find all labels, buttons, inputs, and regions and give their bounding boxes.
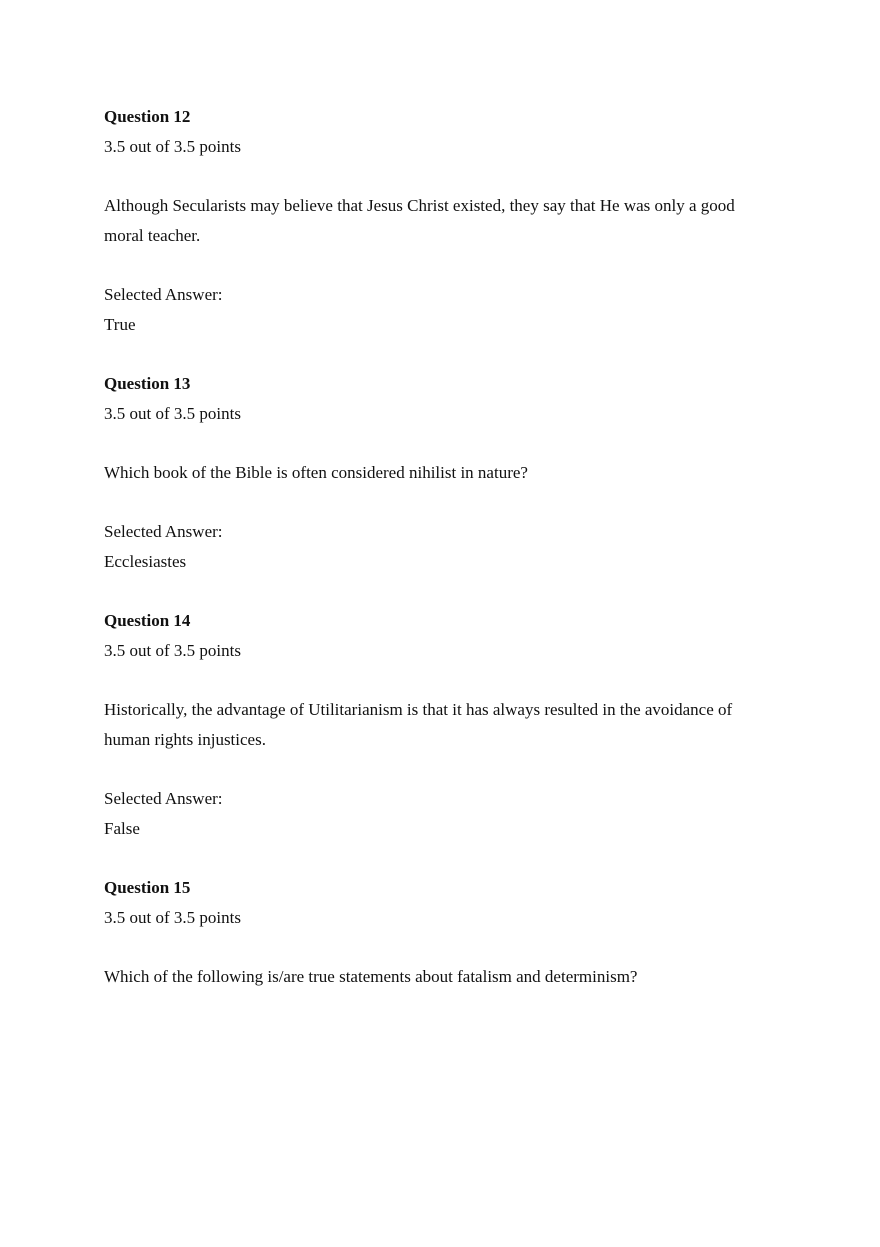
document-page [104,102,764,992]
question-14 [104,606,764,844]
question-text: Although Secularists may believe that Jesus Christ existed, they say that He was only a good moral teacher. [104,196,735,245]
question-13 [104,369,764,577]
question-title: Question 12 [104,107,191,126]
question-12 [104,102,764,340]
question-15 [104,873,764,992]
spacer [104,844,764,873]
spacer [104,577,764,606]
question-points: 3.5 out of 3.5 points [104,137,241,156]
question-text: Which of the following is/are true statements about fatalism and determinism? [104,967,638,986]
question-points: 3.5 out of 3.5 points [104,908,241,927]
selected-answer-label: Selected Answer: [104,285,223,304]
selected-answer-value: Ecclesiastes [104,552,187,571]
question-points: 3.5 out of 3.5 points [104,404,241,423]
selected-answer-value: True [104,315,136,334]
question-title: Question 15 [104,878,191,897]
question-title: Question 14 [104,611,191,630]
question-text: Historically, the advantage of Utilitarianism is that it has always resulted in the avoidance of human rights injustices. [104,700,733,749]
question-points: 3.5 out of 3.5 points [104,641,241,660]
spacer [104,340,764,369]
question-title: Question 13 [104,374,191,393]
selected-answer-value: False [104,819,140,838]
selected-answer-label: Selected Answer: [104,522,223,541]
question-text: Which book of the Bible is often considered nihilist in nature? [104,463,528,482]
selected-answer-label: Selected Answer: [104,789,223,808]
